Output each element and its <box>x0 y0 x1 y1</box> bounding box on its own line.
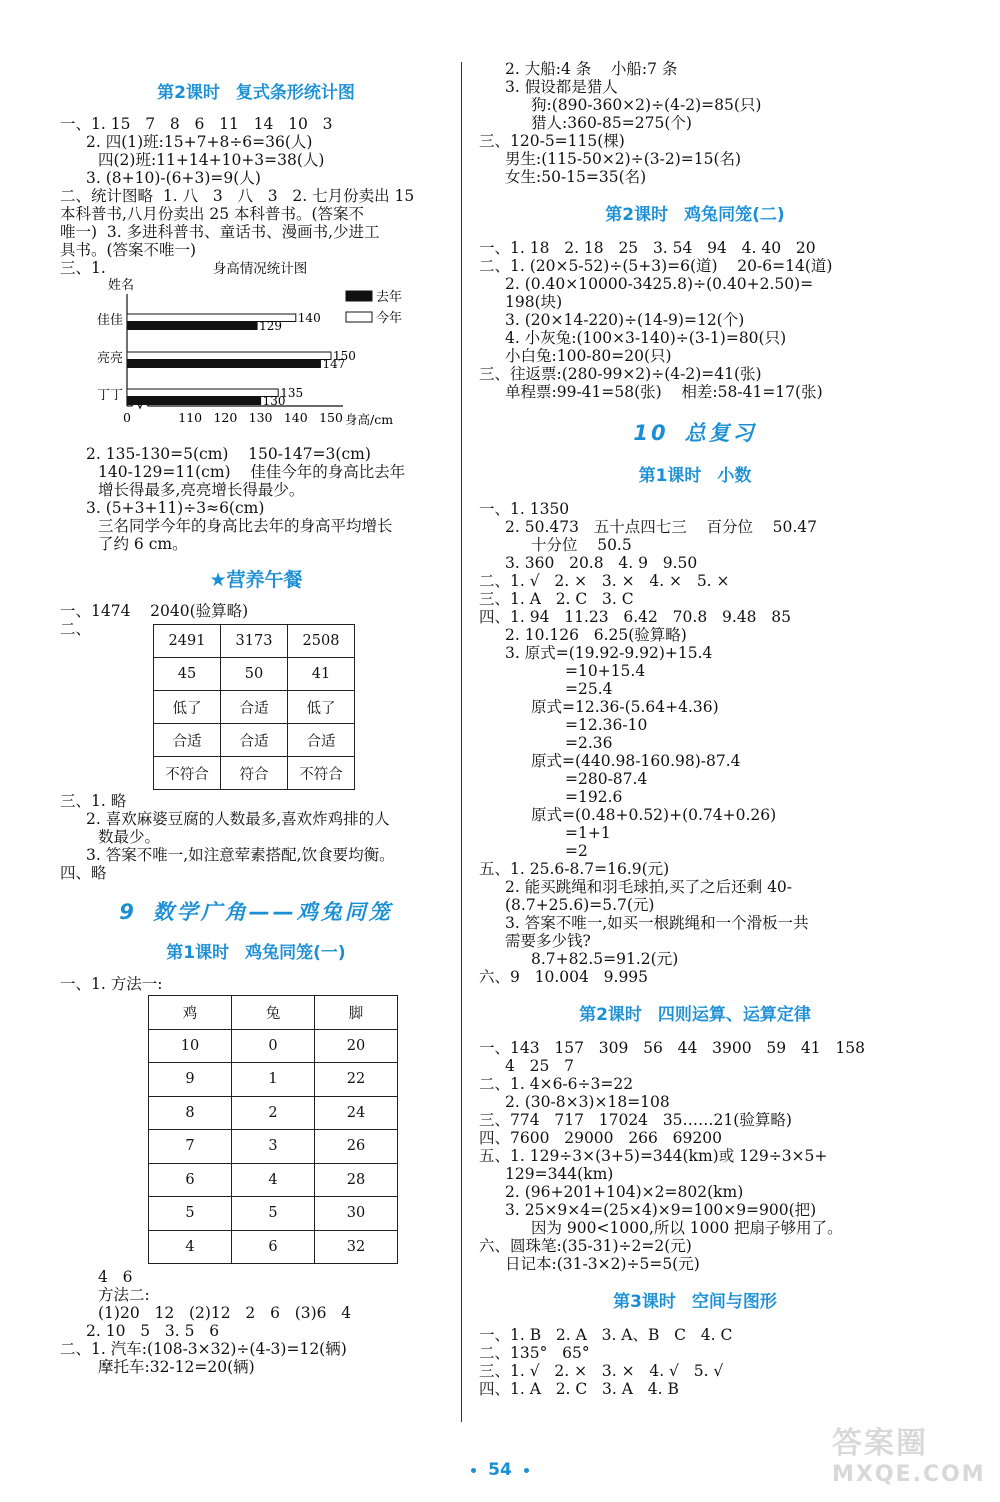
answer-line: 2. 10 5 3. 5 6 <box>86 1322 220 1340</box>
dot-icon <box>524 1468 529 1473</box>
answer-line: 2. 10.126 6.25(验算略) <box>505 626 687 644</box>
answer-line: 三、往返票:(280-99×2)÷(4-2)=41(张) <box>479 365 762 383</box>
table-cell: 符合 <box>221 757 288 790</box>
table-cell: 1 <box>232 1063 315 1097</box>
answer-line: 二、1. √ 2. × 3. × 4. × 5. × <box>479 572 730 590</box>
bar-value-label: 147 <box>322 357 346 371</box>
answer-line: 2. 喜欢麻婆豆腐的人数最多,喜欢炸鸡排的人 <box>86 810 390 828</box>
answer-line: 四、7600 29000 266 69200 <box>479 1129 722 1147</box>
height-chart-block <box>60 259 452 445</box>
table-header-row <box>149 996 398 1030</box>
table-row <box>154 757 355 790</box>
answer-line: 三、1. √ 2. × 3. × 4. √ 5. √ <box>479 1362 724 1380</box>
lesson-number: 第1课时 <box>638 466 702 486</box>
answer-line: 六、圆珠笔:(35-31)÷2=2(元) <box>479 1237 692 1255</box>
right-column <box>479 60 885 1398</box>
legend-swatch <box>346 312 372 322</box>
answer-line: 一、1. 15 7 8 6 11 14 10 3 <box>60 115 333 133</box>
answer-line: 3. 答案不唯一,如注意荤素搭配,饮食要均衡。 <box>86 846 395 864</box>
answer-line: 4. 小灰兔:(100×3-140)÷(3-1)=80(只) <box>505 329 787 347</box>
section-title-geometry <box>505 1287 885 1312</box>
answer-line: 一、143 157 309 56 44 3900 59 41 158 <box>479 1039 865 1057</box>
table-cell: 5 <box>232 1197 315 1231</box>
table-cell: 24 <box>315 1096 398 1130</box>
table-row <box>154 625 355 658</box>
answer-line: 单程票:99-41=58(张) 相差:58-41=17(张) <box>505 383 823 401</box>
answer-line: 一、1. 1350 <box>479 500 570 518</box>
answer-line: 五、1. 25.6-8.7=16.9(元) <box>479 860 670 878</box>
table-cell: 鸡 <box>149 996 232 1030</box>
table-cell: 2508 <box>288 625 355 658</box>
watermark-url: MXQE.COM <box>832 1462 986 1487</box>
table-row <box>149 1230 398 1264</box>
bar-value-label: 140 <box>297 311 321 325</box>
answer-line: 女生:50-15=35(名) <box>505 168 647 186</box>
answer-line: 狗:(890-360×2)÷(4-2)=85(只) <box>531 96 762 114</box>
answer-line: 数最少。 <box>98 828 161 846</box>
section-title-decimals <box>505 461 885 486</box>
answer-line: 六、9 10.004 9.995 <box>479 968 649 986</box>
answer-line: 需要多少钱? <box>505 932 591 950</box>
answer-line: 一、1. B 2. A 3. A、B C 4. C <box>479 1326 733 1344</box>
lesson-name: 小数 <box>717 466 752 486</box>
answer-line: 二、135° 65° <box>479 1344 590 1362</box>
bar-value-label: 129 <box>259 319 282 333</box>
answer-line: (1)20 12 (2)12 2 6 (3)6 4 <box>98 1304 352 1322</box>
table-cell: 兔 <box>232 996 315 1030</box>
x-tick-label: 0 <box>123 410 131 425</box>
answer-line: 140-129=11(cm) 佳佳今年的身高比去年 <box>98 463 406 481</box>
answer-line: 3. 原式=(19.92-9.92)+15.4 <box>505 644 713 662</box>
answer-line: 一、1. 18 2. 18 25 3. 54 94 4. 40 20 <box>479 239 816 257</box>
bar-last-year <box>127 322 257 330</box>
answer-line: 二、1. (20×5-52)÷(5+3)=6(道) 20-6=14(道) <box>479 257 833 275</box>
section-title-chicken-rabbit <box>60 896 452 926</box>
answer-line: 原式=(0.48+0.52)+(0.74+0.26) <box>531 806 777 824</box>
answer-line: 2. 50.473 五十点四七三 百分位 50.47 <box>505 518 818 536</box>
bar-this-year <box>127 352 331 360</box>
lesson-name: 四则运算、运算定律 <box>657 1005 811 1025</box>
table-row <box>154 658 355 691</box>
chart-ylabel: 姓名 <box>108 278 135 293</box>
table-row <box>149 1130 398 1164</box>
table-cell: 32 <box>315 1230 398 1264</box>
unit-number: 10 <box>633 421 669 445</box>
lesson-number: 第2课时 <box>579 1005 642 1025</box>
answer-line: 一、1474 2040(验算略) <box>60 602 249 620</box>
answer-line: 3. 25×9×4=(25×4)×9=100×9=900(把) <box>505 1201 817 1219</box>
answer-line: 方法二: <box>98 1286 150 1304</box>
answer-line: 3. 360 20.8 4. 9 9.50 <box>505 554 698 572</box>
table-row <box>154 724 355 757</box>
category-label: 丁丁 <box>96 388 123 403</box>
answer-line: 二、1. 汽车:(108-3×32)÷(4-3)=12(辆) <box>60 1340 347 1358</box>
answer-line: 三、1. <box>60 259 106 277</box>
answer-line: 摩托车:32-12=20(辆) <box>98 1358 255 1376</box>
answer-line: (8.7+25.6)=5.7(元) <box>505 896 655 914</box>
column-divider <box>461 62 462 1422</box>
answer-line: 四、1. A 2. C 3. A 4. B <box>479 1380 679 1398</box>
answer-line: 二、统计图略 1. 八 3 八 3 2. 七月份卖出 15 <box>60 187 415 205</box>
table-cell: 不符合 <box>288 757 355 790</box>
table-cell: 4 <box>232 1163 315 1197</box>
bar-value-label: 150 <box>333 349 356 363</box>
table-cell: 不符合 <box>154 757 221 790</box>
table-cell: 9 <box>149 1063 232 1097</box>
table-cell: 7 <box>149 1130 232 1164</box>
answer-line: =1+1 <box>565 824 611 842</box>
table-cell: 50 <box>221 658 288 691</box>
dot-icon <box>471 1468 476 1473</box>
section-title-lesson1 <box>60 938 452 963</box>
answer-line: 129=344(km) <box>505 1165 614 1183</box>
unit-number: 9 <box>119 900 137 924</box>
answer-line: 具书。(答案不唯一) <box>60 241 197 259</box>
table-cell: 22 <box>315 1063 398 1097</box>
table-cell: 合适 <box>154 724 221 757</box>
answer-line: 3. 假设都是猎人 <box>505 78 618 96</box>
table-cell: 6 <box>232 1230 315 1264</box>
answer-line: =2 <box>565 842 588 860</box>
chicken-rabbit-table <box>148 995 398 1264</box>
lesson-name: 空间与图形 <box>691 1292 777 1312</box>
table-cell: 合适 <box>221 724 288 757</box>
table-cell: 41 <box>288 658 355 691</box>
answer-line: 四(2)班:11+14+10+3=38(人) <box>98 151 325 169</box>
answer-line: 2. 四(1)班:15+7+8÷6=36(人) <box>86 133 313 151</box>
unit-name: 总复习 <box>684 421 757 445</box>
table-row <box>149 1197 398 1231</box>
section-title-lesson2 <box>505 200 885 225</box>
lesson-name: 鸡兔同笼(一) <box>245 943 346 963</box>
table-cell: 45 <box>154 658 221 691</box>
table-cell: 2 <box>232 1096 315 1130</box>
x-axis-label: 身高/cm <box>345 412 394 427</box>
x-tick-label: 110 <box>178 410 203 425</box>
answer-line: 2. 能买跳绳和羽毛球拍,买了之后还剩 40- <box>505 878 793 896</box>
answer-line: 四、1. 94 11.23 6.42 70.8 9.48 85 <box>479 608 791 626</box>
x-tick-label: 120 <box>213 410 238 425</box>
bar-last-year <box>127 360 320 368</box>
bar-this-year <box>127 389 278 397</box>
answer-line: 日记本:(31-3×2)÷5=5(元) <box>505 1255 700 1273</box>
table-cell: 8 <box>149 1096 232 1130</box>
answer-line: 原式=12.36-(5.64+4.36) <box>531 698 719 716</box>
answer-line: 三、1. A 2. C 3. C <box>479 590 634 608</box>
answer-line: 4 6 <box>98 1268 133 1286</box>
table-row <box>149 1096 398 1130</box>
answer-line: 3. (20×14-220)÷(14-9)=12(个) <box>505 311 745 329</box>
table-cell: 0 <box>232 1029 315 1063</box>
answer-line: 3. (5+3+11)÷3≈6(cm) <box>86 499 265 517</box>
bar-last-year <box>127 397 261 405</box>
section-title-lunch: ★营养午餐 <box>209 569 303 591</box>
table-cell: 6 <box>149 1163 232 1197</box>
left-column <box>60 60 452 1376</box>
table-cell: 脚 <box>315 996 398 1030</box>
answer-line: =12.36-10 <box>565 716 648 734</box>
table-cell: 合适 <box>221 691 288 724</box>
answer-line: 原式=(440.98-160.98)-87.4 <box>531 752 741 770</box>
answer-line: 二、1. 4×6-6÷3=22 <box>479 1075 634 1093</box>
table-cell: 4 <box>149 1230 232 1264</box>
unit-name: 数学广角——鸡兔同笼 <box>152 900 393 924</box>
answer-line: 3. 答案不唯一,如买一根跳绳和一个滑板一共 <box>505 914 809 932</box>
answer-line: 五、1. 129÷3×(3+5)=344(km)或 129÷3×5+ <box>479 1147 828 1165</box>
lesson-number: 第2课时 <box>157 83 220 103</box>
answer-line: 三、1. 略 <box>60 792 127 810</box>
answer-line: 小白兔:100-80=20(只) <box>505 347 672 365</box>
lesson-number: 第1课时 <box>166 943 230 963</box>
lunch-table <box>153 624 355 790</box>
lesson-number: 第2课时 <box>605 205 669 225</box>
answer-line: 2. (30-8×3)×18=108 <box>505 1093 670 1111</box>
table-cell: 合适 <box>288 724 355 757</box>
bar-value-label: 135 <box>280 386 304 400</box>
x-tick-label: 140 <box>283 410 308 425</box>
chart-title: 身高情况统计图 <box>212 261 308 277</box>
answer-line: 8.7+82.5=91.2(元) <box>531 950 679 968</box>
table-cell: 3 <box>232 1130 315 1164</box>
answer-line: =280-87.4 <box>565 770 648 788</box>
category-label: 佳佳 <box>96 313 123 328</box>
answer-line: 三名同学今年的身高比去年的身高平均增长 <box>98 517 393 535</box>
table-cell: 低了 <box>154 691 221 724</box>
answer-line: 3. (8+10)-(6+3)=9(人) <box>86 169 261 187</box>
answer-line: 一、1. 方法一: <box>60 975 163 993</box>
table-row <box>149 1029 398 1063</box>
answer-line: 4 25 7 <box>505 1057 575 1075</box>
answer-line: 猎人:360-85=275(个) <box>531 114 692 132</box>
table-cell: 5 <box>149 1197 232 1231</box>
section-title-operations <box>505 1000 885 1025</box>
answer-line: =10+15.4 <box>565 662 646 680</box>
height-bar-chart <box>60 259 452 445</box>
legend-swatch <box>346 291 372 301</box>
legend-label: 今年 <box>376 311 403 326</box>
answer-line: 2. (96+201+104)×2=802(km) <box>505 1183 744 1201</box>
lesson-number: 第3课时 <box>613 1292 676 1312</box>
lesson-name: 复式条形统计图 <box>235 83 355 103</box>
answer-line: 唯一) 3. 多进科普书、童话书、漫画书,少进工 <box>60 223 380 241</box>
table-row <box>154 691 355 724</box>
answer-line: 十分位 50.5 <box>531 536 632 554</box>
answer-line: 本科普书,八月份卖出 25 本科普书。(答案不 <box>60 205 365 223</box>
page-number-text: 54 <box>488 1460 512 1480</box>
section-title-bar-chart <box>60 78 452 103</box>
legend-label: 去年 <box>376 290 403 305</box>
answer-line: 因为 900<1000,所以 1000 把扇子够用了。 <box>531 1219 843 1237</box>
table-cell: 10 <box>149 1029 232 1063</box>
answer-line: 三、774 717 17024 35……21(验算略) <box>479 1111 792 1129</box>
table-cell: 20 <box>315 1029 398 1063</box>
table-row <box>149 1163 398 1197</box>
table-cell: 30 <box>315 1197 398 1231</box>
answer-line: =192.6 <box>565 788 623 806</box>
answer-line: =2.36 <box>565 734 613 752</box>
x-tick-label: 150 <box>319 410 343 425</box>
category-label: 亮亮 <box>96 351 123 366</box>
answer-line: 2. 135-130=5(cm) 150-147=3(cm) <box>86 445 371 463</box>
table-cell: 低了 <box>288 691 355 724</box>
chart-legend <box>346 289 402 326</box>
answer-line: 男生:(115-50×2)÷(3-2)=15(名) <box>505 150 742 168</box>
bar-value-label: 130 <box>262 394 286 408</box>
answer-line: 增长得最多,亮亮增长得最少。 <box>98 481 305 499</box>
lesson-name: 鸡兔同笼(二) <box>684 205 785 225</box>
watermark-logo <box>832 1418 986 1488</box>
table-cell: 2491 <box>154 625 221 658</box>
answer-line: 二、 <box>60 620 92 638</box>
answer-line: =25.4 <box>565 680 613 698</box>
answer-line: 198(块) <box>505 293 563 311</box>
lunch-table-block <box>60 620 452 792</box>
answer-line: 三、120-5=115(棵) <box>479 132 625 150</box>
answer-line: 了约 6 cm。 <box>98 535 188 553</box>
watermark-text: 答案圈 <box>832 1426 928 1461</box>
table-row <box>149 1063 398 1097</box>
section-title-review <box>505 417 885 447</box>
table-cell: 26 <box>315 1130 398 1164</box>
table-cell: 28 <box>315 1163 398 1197</box>
table-cell: 3173 <box>221 625 288 658</box>
answer-line: 2. 大船:4 条 小船:7 条 <box>505 60 678 78</box>
answer-line: 2. (0.40×10000-3425.8)÷(0.40+2.50)= <box>505 275 814 293</box>
x-tick-label: 130 <box>248 410 273 425</box>
answer-line: 四、略 <box>60 864 107 882</box>
